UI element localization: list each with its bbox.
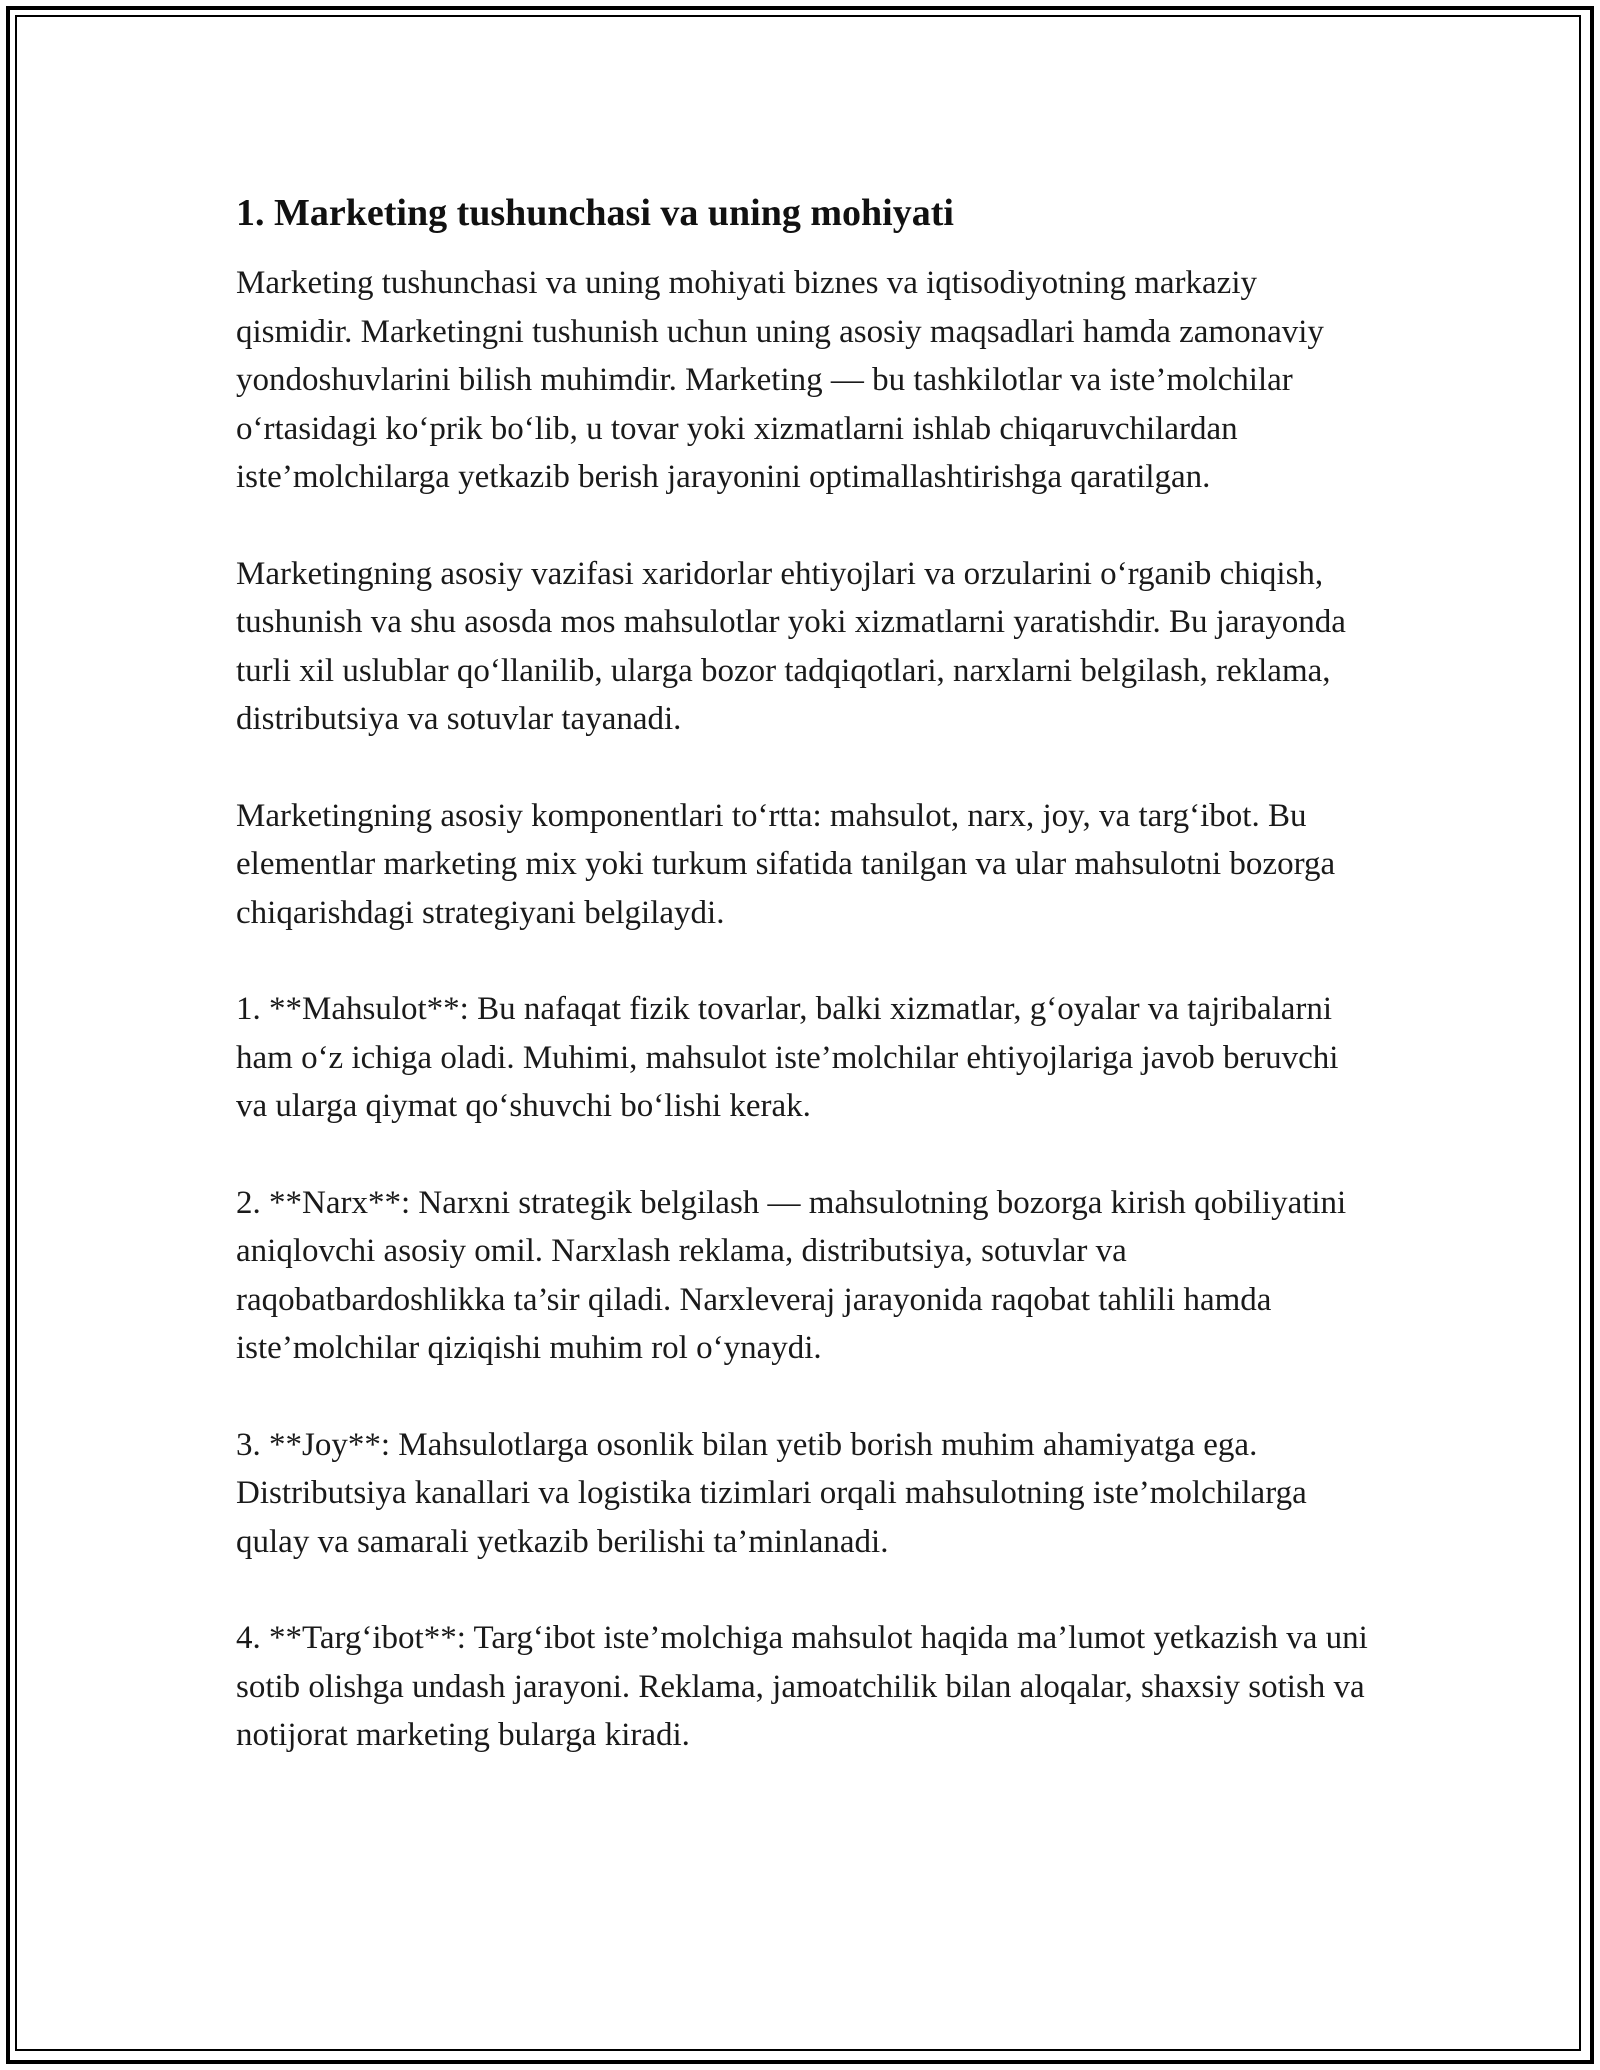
list-item-price: 2. **Narx**: Narxni strategik belgilash — mahsulotning bozorga kirish qobiliyatini aniqlovchi asosiy omil. Narxlash reklama, distributsiya, sotuvlar va raqobatbardoshlikka ta’sir qiladi. Narxleveraj jarayonida raqobat tahlili hamda iste’molchilar qiziqishi muhim rol o‘ynaydi. xyxy=(236,1184,1347,1366)
section-title: 1. Marketing tushunchasi va uning mohiyati xyxy=(236,192,954,234)
list-item-place: 3. **Joy**: Mahsulotlarga osonlik bilan yetib borish muhim ahamiyatga ega. Distributsiya kanallari va logistika tizimlari orqali mahsulotning iste’molchilarga qulay va samarali yetkazib berilishi ta’minlanadi. xyxy=(236,1426,1307,1560)
list-item-promotion: 4. **Targ‘ibot**: Targ‘ibot iste’molchiga mahsulot haqida ma’lumot yetkazish va uni sotib olishga undash jarayoni. Reklama, jamoatchilik bilan aloqalar, shaxsiy sotish va notijorat marketing bularga kiradi. xyxy=(236,1620,1368,1753)
paragraph-components: Marketingning asosiy komponentlari to‘rtta: mahsulot, narx, joy, va targ‘ibot. Bu elementlar marketing mix yoki turkum sifatida tanilgan va ular mahsulotni bozorga chiqarishdagi strategiyani belgilaydi. xyxy=(236,797,1336,931)
paragraph-intro: Marketing tushunchasi va uning mohiyati biznes va iqtisodiyotning markaziy qismidir. Marketingni tushunish uchun uning asosiy maqsadlari hamda zamonaviy yondoshuvlarini bilish muhimdir. Marketing — bu tashkilotlar va iste’molchilar o‘rtasidagi ko‘prik bo‘lib, u tovar yoki xizmatlarni ishlab chiqaruvchilardan iste’molchilarga yetkazib berish jarayonini optimallashtirishga qaratilgan. xyxy=(236,265,1324,495)
paragraph-main-task: Marketingning asosiy vazifasi xaridorlar ehtiyojlari va orzularini o‘rganib chiqish, tushunish va shu asosda mos mahsulotlar yoki xizmatlarni yaratishdir. Bu jarayonda turli xil uslublar qo‘llanilib, ularga bozor tadqiqotlari, narxlarni belgilash, reklama, distributsiya va sotuvlar tayanadi. xyxy=(236,555,1346,737)
list-item-product: 1. **Mahsulot**: Bu nafaqat fizik tovarlar, balki xizmatlar, g‘oyalar va tajribalarni ham o‘z ichiga oladi. Muhimi, mahsulot iste’molchilar ehtiyojlariga javob beruvchi va ularga qiymat qo‘shuvchi bo‘lishi kerak. xyxy=(236,991,1339,1124)
document-body xyxy=(236,185,1376,1760)
